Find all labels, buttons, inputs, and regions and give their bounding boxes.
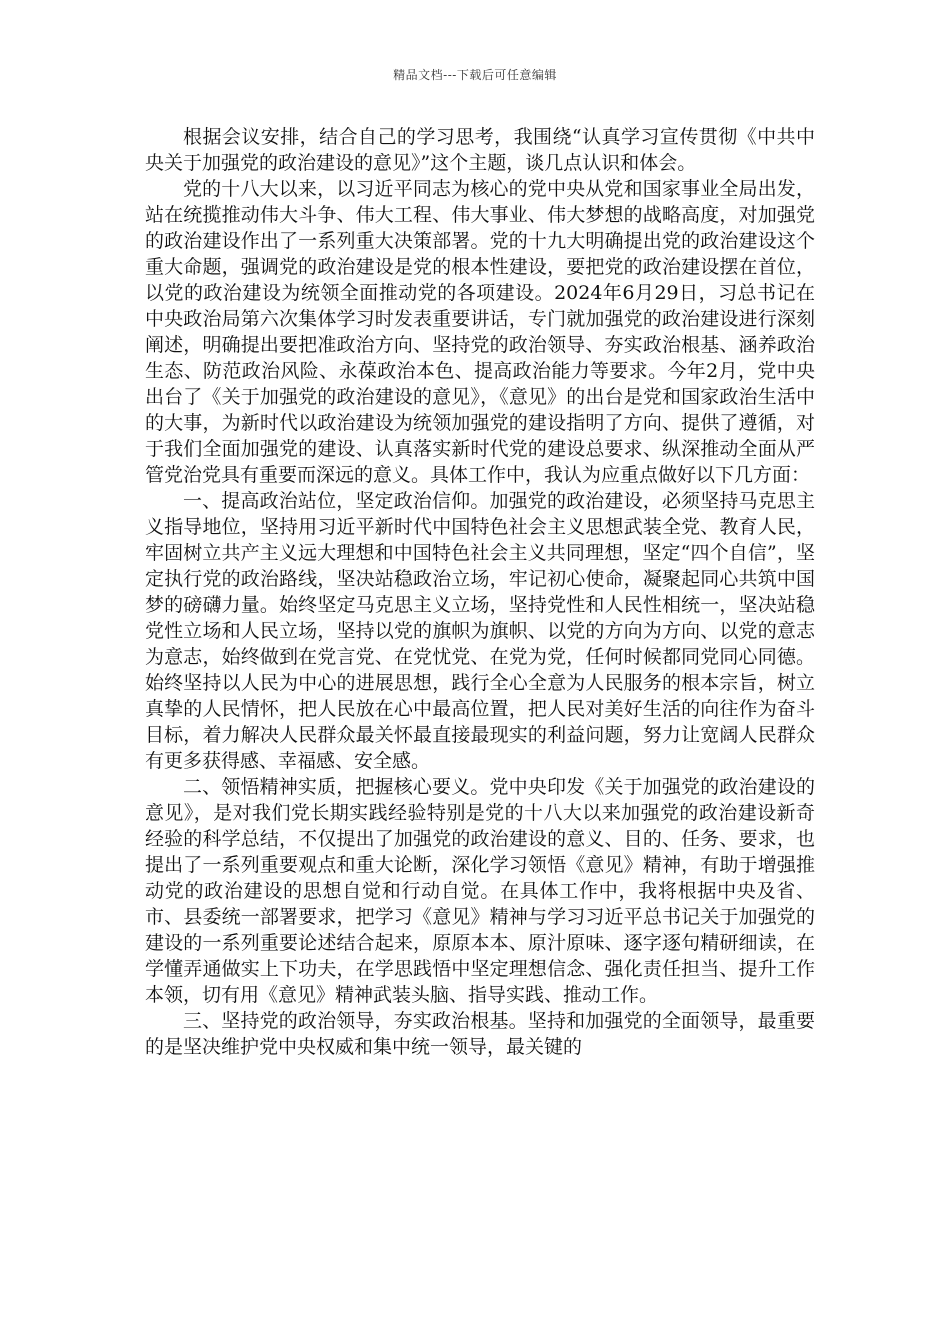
document-body [145,124,815,1060]
page-header: 精品文档---下载后可任意编辑 [393,68,557,82]
paragraph-point-three: 三、坚持党的政治领导，夯实政治根基。坚持和加强党的全面领导，最重要的是坚决维护党中央权威和集中统一领导，最关键的 [145,1010,815,1058]
paragraph-background: 党的十八大以来，以习近平同志为核心的党中央从党和国家事业全局出发，站在统揽推动伟大斗争、伟大工程、伟大事业、伟大梦想的战略高度，对加强党的政治建设作出了一系列重大决策部署。党的十九大明确提出党的政治建设这个重大命题，强调党的政治建设是党的根本性建设，要把党的政治建设摆在首位，以党的政治建设为统领全面推动党的各项建设。2024年6月29日，习总书记在中央政治局第六次集体学习时发表重要讲话，专门就加强党的政治建设进行深刻阐述，明确提出要把准政治方向、坚持党的政治领导、夯实政治根基、涵养政治生态、防范政治风险、永葆政治本色、提高政治能力等要求。今年2月，党中央出台了《关于加强党的政治建设的意见》，《意见》的出台是党和国家政治生活中的大事，为新时代以政治建设为统领加强党的建设指明了方向、提供了遵循，对于我们全面加强党的建设、认真落实新时代党的建设总要求、纵深推动全面从严管党治党具有重要而深远的意义。具体工作中，我认为应重点做好以下几方面： [145,178,815,486]
paragraph-intro: 根据会议安排，结合自己的学习思考，我围绕“认真学习宣传贯彻《中共中央关于加强党的政治建设的意见》”这个主题，谈几点认识和体会。 [145,126,815,174]
paragraph-point-one: 一、提高政治站位，坚定政治信仰。加强党的政治建设，必须坚持马克思主义指导地位，坚持用习近平新时代中国特色社会主义思想武装全党、教育人民，牢固树立共产主义远大理想和中国特色社会主义共同理想，坚定“四个自信”，坚定执行党的政治路线，坚决站稳政治立场，牢记初心使命，凝聚起同心共筑中国梦的磅礴力量。始终坚定马克思主义立场，坚持党性和人民性相统一，坚决站稳党性立场和人民立场，坚持以党的旗帜为旗帜、以党的方向为方向、以党的意志为意志，始终做到在党言党、在党忧党、在党为党，任何时候都同党同心同德。始终坚持以人民为中心的进展思想，践行全心全意为人民服务的根本宗旨，树立真挚的人民情怀，把人民放在心中最高位置，把人民对美好生活的向往作为奋斗目标，着力解决人民群众最关怀最直接最现实的利益问题，努力让宽阔人民群众有更多获得感、幸福感、安全感。 [145,490,815,772]
paragraph-point-two: 二、领悟精神实质，把握核心要义。党中央印发《关于加强党的政治建设的意见》，是对我们党长期实践经验特别是党的十八大以来加强党的政治建设新奇经验的科学总结，不仅提出了加强党的政治建设的意义、目的、任务、要求，也提出了一系列重要观点和重大论断，深化学习领悟《意见》精神，有助于增强推动党的政治建设的思想自觉和行动自觉。在具体工作中，我将根据中央及省、市、县委统一部署要求，把学习《意见》精神与学习习近平总书记关于加强党的建设的一系列重要论述结合起来，原原本本、原汁原味、逐字逐句精研细读，在学懂弄通做实上下功夫，在学思践悟中坚定理想信念、强化责任担当、提升工作本领，切有用《意见》精神武装头脑、指导实践、推动工作。 [145,776,815,1006]
